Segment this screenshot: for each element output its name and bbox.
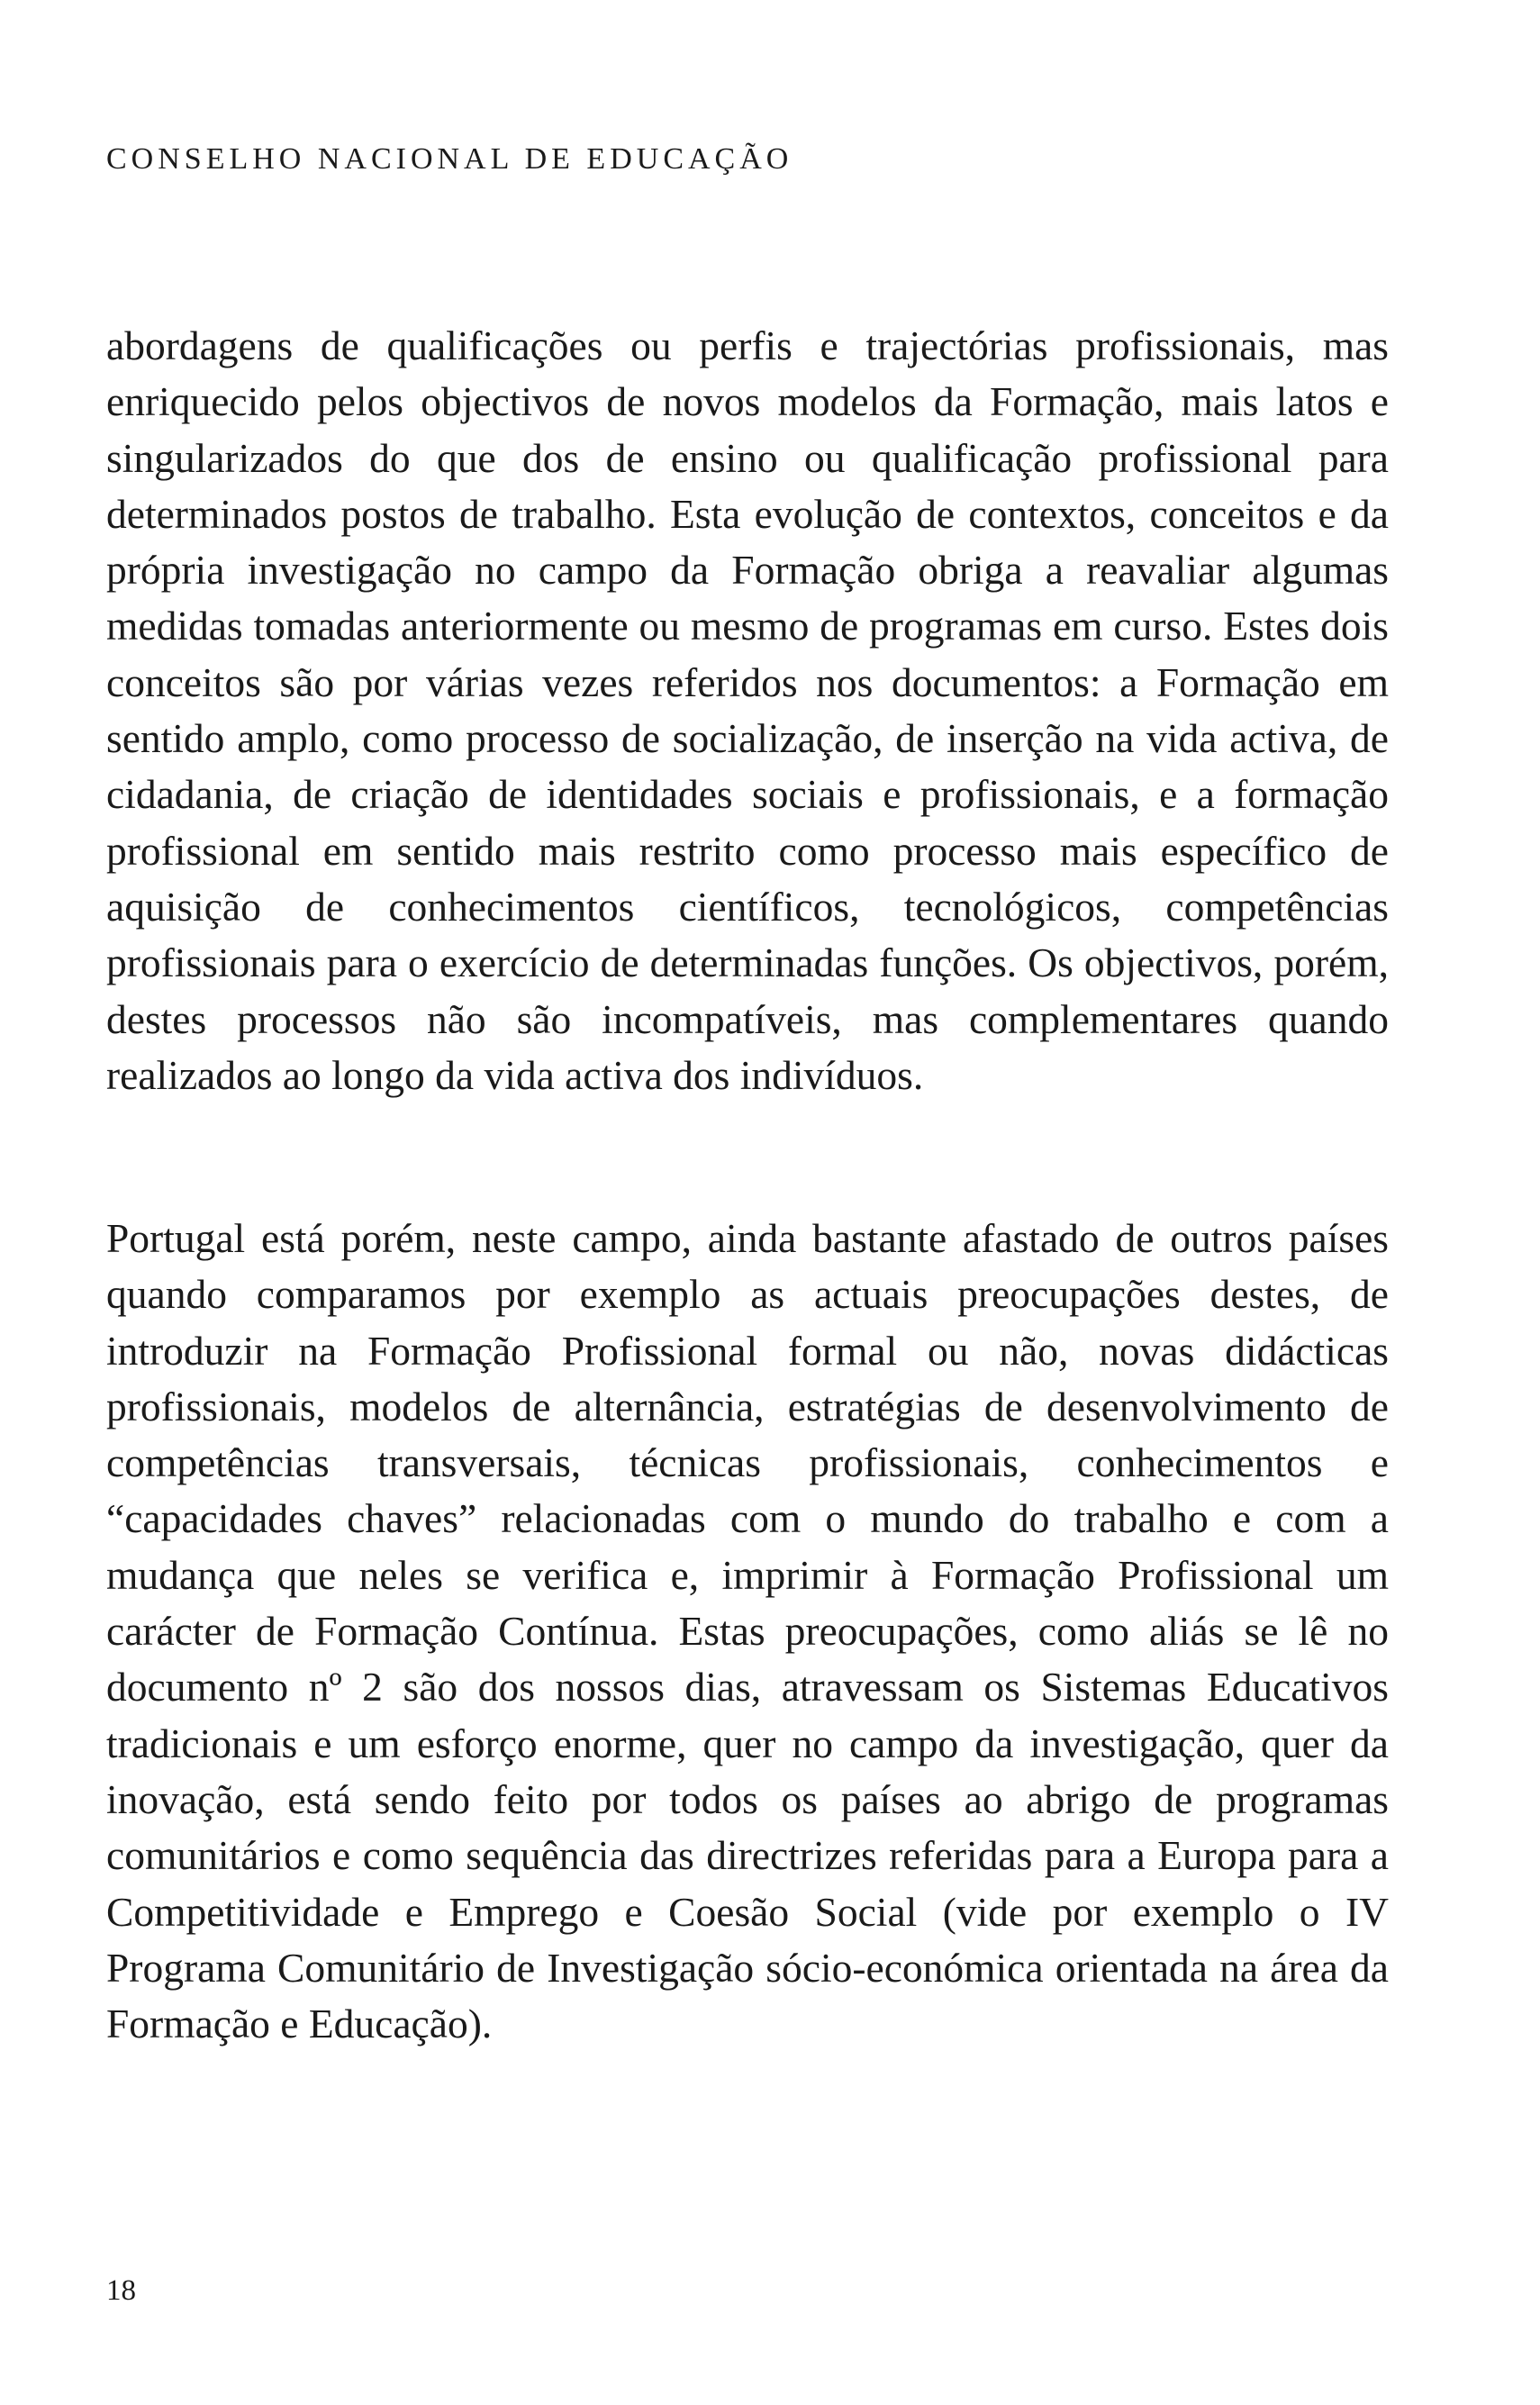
running-header: CONSELHO NACIONAL DE EDUCAÇÃO: [106, 142, 793, 176]
body-paragraph: abordagens de qualificações ou perfis e trajectórias profissionais, mas enriquecido pelos objectivos de novos modelos da Formação, mais latos e singularizados do que dos de ensino ou qualificação profissional para determinados postos de trabalho. Esta evolução de contextos, conceitos e da própria investigação no campo da Formação obriga a reavaliar algumas medidas tomadas anteriormente ou mesmo de programas em curso. Estes dois conceitos são por várias vezes referidos nos documentos: a Formação em sentido amplo, como processo de socialização, de inserção na vida activa, de cidadania, de criação de identidades sociais e profissionais, e a formação profissional em sentido mais restrito como processo mais específico de aquisição de conhecimentos científicos, tecnológicos, competências profissionais para o exercício de determinadas funções. Os objectivos, porém, destes processos não são incompatíveis, mas complementares quando realizados ao longo da vida activa dos indivíduos.: [106, 322, 1389, 1098]
body-paragraph: Portugal está porém, neste campo, ainda bastante afastado de outros países quando comparamos por exemplo as actuais preocupações destes, de introduzir na Formação Profissional formal ou não, novas didácticas profissionais, modelos de alternância, estratégias de desenvolvimento de competências transversais, técnicas profissionais, conhecimentos e “capacidades chaves” relacionadas com o mundo do trabalho e com a mudança que neles se verifica e, imprimir à Formação Profissional um carácter de Formação Contínua. Estas preocupações, como aliás se lê no documento nº 2 são dos nossos dias, atravessam os Sistemas Educativos tradicionais e um esforço enorme, quer no campo da investigação, quer da inovação, está sendo feito por todos os países ao abrigo de programas comunitários e como sequência das directrizes referidas para a Europa para a Competitividade e Emprego e Coesão Social (vide por exemplo o IV Programa Comunitário de Investigação sócio-económica orientada na área da Formação e Educação).: [106, 1215, 1389, 2047]
page-number: 18: [106, 2274, 136, 2307]
